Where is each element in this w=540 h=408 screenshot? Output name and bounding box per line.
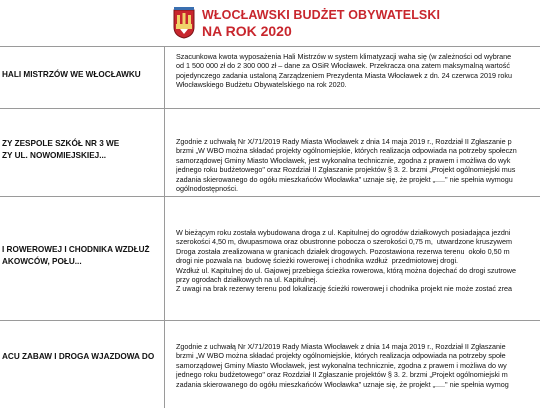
table-row <box>0 46 540 109</box>
header-title: WŁOCŁAWSKI BUDŻET OBYWATELSKI <box>202 8 441 22</box>
project-description: Zgodnie z uchwałą Nr X/71/2019 Rady Miasta Włocławek z dnia 14 maja 2019 r., Rozdział II Zgłaszanie p brzmi „W WBO można składać projekty ogólnomiejskie, których realizacja odpowiada na potrzeby społeczn samorządowej Gminy Miasto Włocławek, jest wykonalna technicznie, zgodna z prawem i możliwa do wyk jednego roku budżetowego" oraz Rozdział II Zgłaszanie projektów § 3. 2. brzmi „Projekt ogólnomiejski mus zadania skierowanego do ogółu mieszkańców Włocławka" uznaje się, że projekt „....." nie spełnia wymogu ogólnodostępności. <box>176 137 517 194</box>
project-name: ZY ZESPOLE SZKÓŁ NR 3 WE ZY UL. NOWOMIEJSKIEJ... <box>2 139 120 160</box>
project-description: W bieżącym roku została wybudowana droga z ul. Kapitulnej do ogrodów działkowych posiadająca jezdni szerokości 4,50 m, dwupasmowa oraz obustronne pobocza o szerokości 0,75 m, utwardzone kruszywem Droga została zrealizowana w granicach działek drogowych. Pozostawiona rezerwa terenu około 0,50 m drogi nie pozwala na budowę ścieżki rowerowej i chodnika wzdłuż przedmiotowej drogi. Wzdłuż ul. Kapitulnej do ul. Gajowej przebiega ścieżka rowerowa, którą można dojechać do drogi szutrowe przy ogrodach działkowych na ul. Kapitulnej. Z uwagi na brak rezerwy terenu pod lokalizację ścieżki rowerowej i chodnika projekt nie może zostać zrea <box>176 228 516 294</box>
project-name-cell <box>0 109 165 197</box>
project-name: ACU ZABAW I DROGA WJAZDOWA DO <box>2 352 155 361</box>
table-row <box>0 196 540 321</box>
header-subtitle: NA ROK 2020 <box>202 23 292 39</box>
project-name-cell <box>0 321 165 408</box>
project-name: HALI MISTRZÓW WE WŁOCŁAWKU <box>2 70 141 79</box>
city-crest-icon <box>173 7 195 39</box>
project-description: Szacunkowa kwota wyposażenia Hali Mistrzów w system klimatyzacji waha się (w zależności od wybrane od 1 500 000 zł do 2 300 000 zł – dane za OSiR Włocławek. Przekracza ona zatem maksymalną wartość pojedynczego zadania ustaloną Zarządzeniem Prezydenta Miasta Włocławek z dn. 24 czerwca 2019 roku Włocławskiego Budżetu Obywatelskiego na rok 2020. <box>176 52 512 90</box>
table-row <box>0 320 540 408</box>
project-name-cell <box>0 197 165 321</box>
project-name-cell <box>0 47 165 109</box>
project-name: I ROWEROWEJ I CHODNIKA WZDŁUŻ AKOWCÓW, POŁU... <box>2 245 150 266</box>
project-description: Zgodnie z uchwałą Nr X/71/2019 Rady Miasta Włocławek z dnia 14 maja 2019 r., Rozdział II Zgłaszanie brzmi „W WBO można składać projekty ogólnomiejskie, których realizacja odpowiada na potrzeby społe samorządowej Gminy Miasto Włocławek, jest wykonalna technicznie, zgodna z prawem i możliwa do wy jednego roku budżetowego" oraz Rozdział II Zgłaszanie projektów § 3. 2. brzmi „Projekt ogólnomiejski m zadania skierowanego do ogółu mieszkańców Włocławka" uznaje się, że projekt „....." nie spełnia wymog <box>176 342 509 389</box>
page-header <box>0 0 540 46</box>
table-row <box>0 108 540 197</box>
